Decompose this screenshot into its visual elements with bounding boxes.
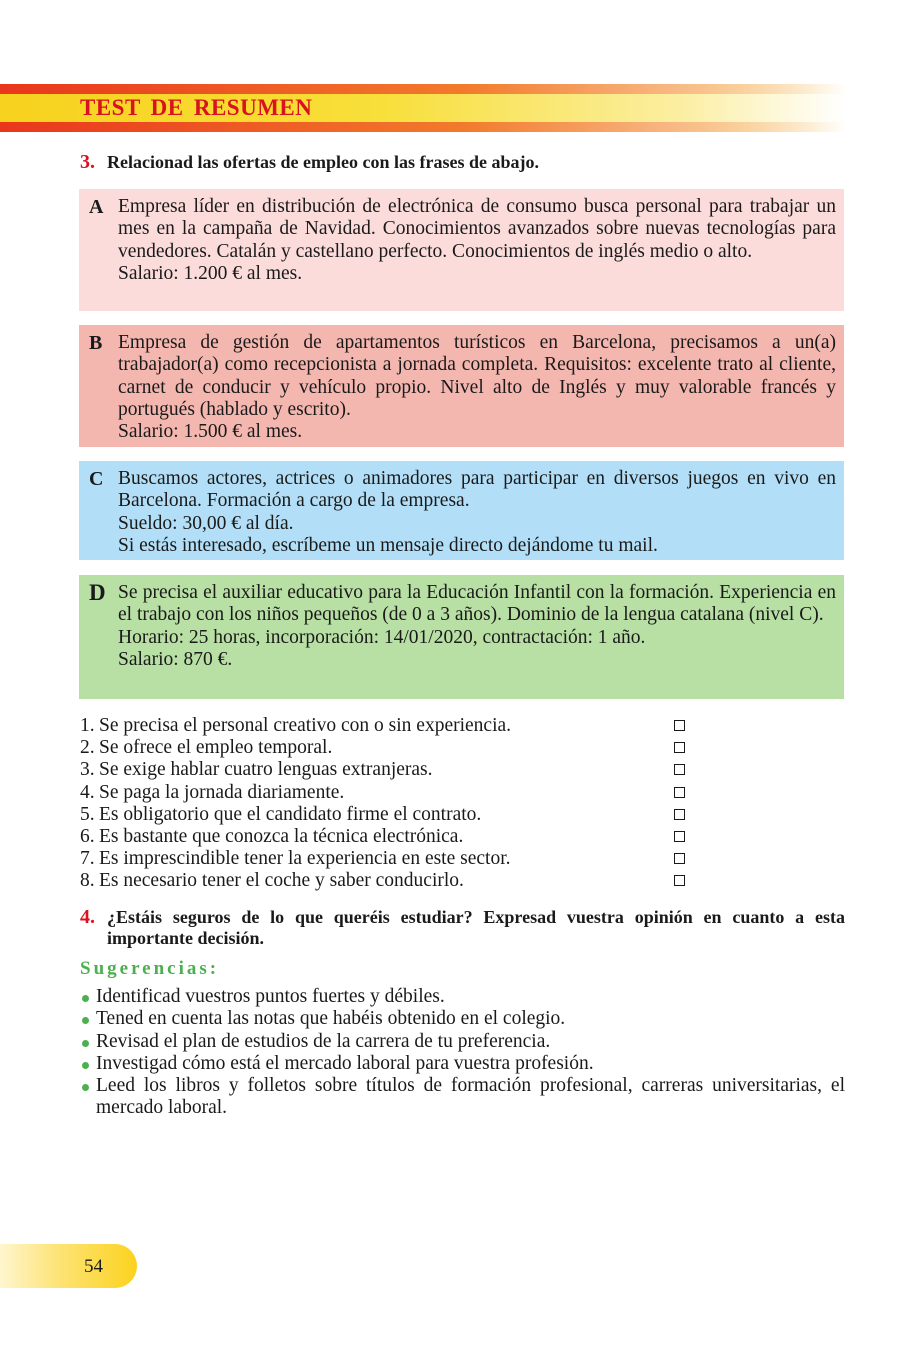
statement-number: 4. — [80, 781, 95, 803]
bullet-icon — [82, 1084, 89, 1091]
statement-list — [80, 715, 700, 893]
list-item — [80, 986, 845, 1008]
list-item — [80, 870, 700, 892]
offer-d — [79, 575, 844, 699]
bullet-icon — [82, 995, 89, 1002]
offer-salary: Salario: 1.200 € al mes. — [118, 262, 303, 284]
task-number: 4. — [80, 906, 95, 928]
bullet-icon — [82, 1017, 89, 1024]
suggestions-title: Sugerencias: — [80, 958, 220, 979]
offer-letter: C — [89, 468, 104, 490]
list-item — [80, 1075, 845, 1120]
bullet-icon — [82, 1062, 89, 1069]
suggestion-text: Tened en cuenta las notas que habéis obtenido en el colegio. — [96, 1008, 566, 1030]
offer-text: Buscamos actores, actrices o animadores para participar en diversos juegos en vivo en Barcelona. Formación a cargo de la empresa. — [118, 468, 836, 512]
answer-checkbox[interactable] — [674, 720, 685, 731]
bullet-icon — [82, 1040, 89, 1047]
list-item — [80, 782, 700, 804]
list-item — [80, 848, 700, 870]
answer-checkbox[interactable] — [674, 787, 685, 798]
list-item — [80, 1053, 845, 1075]
statement-number: 7. — [80, 848, 95, 870]
answer-checkbox[interactable] — [674, 875, 685, 886]
statement-number: 6. — [80, 825, 95, 847]
statement-text: Se ofrece el empleo temporal. — [99, 737, 333, 759]
offer-text: Se precisa el auxiliar educativo para la Educación Infantil con la formación. Experiencia en el trabajo con los niños pequeños (de 0 a 3 años). Dominio de la lengua catalana (nivel C). — [118, 582, 836, 626]
list-item — [80, 737, 700, 759]
page-number: 54 — [84, 1256, 103, 1277]
answer-checkbox[interactable] — [674, 853, 685, 864]
offer-b — [79, 325, 844, 447]
suggestion-text: Investigad cómo está el mercado laboral para vuestra profesión. — [96, 1052, 594, 1074]
offer-text: Empresa de gestión de apartamentos turísticos en Barcelona, precisamos a un(a) trabajador(a) como recepcionista a jornada completa. Requisitos: excelente trato al cliente, carnet de conducir y vehículo propio. Nivel alto de Inglés y muy valorable francés y portugués (hablado y escrito). — [118, 332, 836, 420]
offer-letter: A — [89, 196, 104, 218]
task-4 — [80, 907, 845, 949]
offer-c — [79, 461, 844, 560]
statement-text: Se paga la jornada diariamente. — [99, 781, 345, 803]
list-item — [80, 1008, 845, 1030]
section-title: TEST DE RESUMEN — [80, 95, 313, 120]
list-item — [80, 715, 700, 737]
suggestion-text: Revisad el plan de estudios de la carrera de tu preferencia. — [96, 1030, 551, 1052]
answer-checkbox[interactable] — [674, 764, 685, 775]
offer-salary: Salario: 1.500 € al mes. — [118, 421, 303, 443]
offer-schedule: Horario: 25 horas, incorporación: 14/01/2020, contractación: 1 año. — [118, 626, 646, 648]
statement-text: Es bastante que conozca la técnica electrónica. — [99, 825, 464, 847]
statement-text: Se exige hablar cuatro lenguas extranjeras. — [99, 759, 433, 781]
statement-number: 1. — [80, 715, 95, 736]
offer-text: Empresa líder en distribución de electrónica de consumo busca personal para trabajar un mes en la campaña de Navidad. Conocimientos avanzados sobre nuevas tecnologías para vendedores. Catalán y castellano perfecto. Conocimientos de inglés medio o alto. — [118, 196, 836, 262]
answer-checkbox[interactable] — [674, 742, 685, 753]
statement-text: Se precisa el personal creativo con o sin experiencia. — [99, 715, 512, 736]
suggestions-list — [80, 986, 845, 1120]
task-instruction: ¿Estáis seguros de lo que queréis estudiar? Expresad vuestra opinión en cuanto a esta importante decisión. — [107, 907, 845, 948]
suggestion-text: Identificad vuestros puntos fuertes y débiles. — [96, 986, 445, 1007]
offer-contact: Si estás interesado, escríbeme un mensaje directo dejándome tu mail. — [118, 534, 658, 556]
offer-salary: Salario: 870 €. — [118, 648, 233, 670]
statement-number: 2. — [80, 737, 95, 759]
suggestion-text: Leed los libros y folletos sobre títulos de formación profesional, carreras universitarias, el mercado laboral. — [96, 1075, 845, 1119]
list-item — [80, 759, 700, 781]
statement-number: 5. — [80, 803, 95, 825]
statement-number: 8. — [80, 870, 95, 892]
offer-letter: B — [89, 332, 103, 354]
offer-letter: D — [89, 580, 106, 605]
task-3 — [80, 152, 845, 173]
statement-text: Es obligatorio que el candidato firme el contrato. — [99, 803, 482, 825]
answer-checkbox[interactable] — [674, 809, 685, 820]
list-item — [80, 826, 700, 848]
statement-number: 3. — [80, 759, 95, 781]
statement-text: Es necesario tener el coche y saber conducirlo. — [99, 870, 464, 892]
answer-checkbox[interactable] — [674, 831, 685, 842]
offer-salary: Sueldo: 30,00 € al día. — [118, 512, 294, 534]
offer-a — [79, 189, 844, 311]
list-item — [80, 804, 700, 826]
page-number-tab — [0, 1244, 137, 1288]
list-item — [80, 1031, 845, 1053]
task-number: 3. — [80, 151, 95, 173]
statement-text: Es imprescindible tener la experiencia en este sector. — [99, 848, 511, 870]
task-instruction: Relacionad las ofertas de empleo con las frases de abajo. — [107, 152, 539, 172]
